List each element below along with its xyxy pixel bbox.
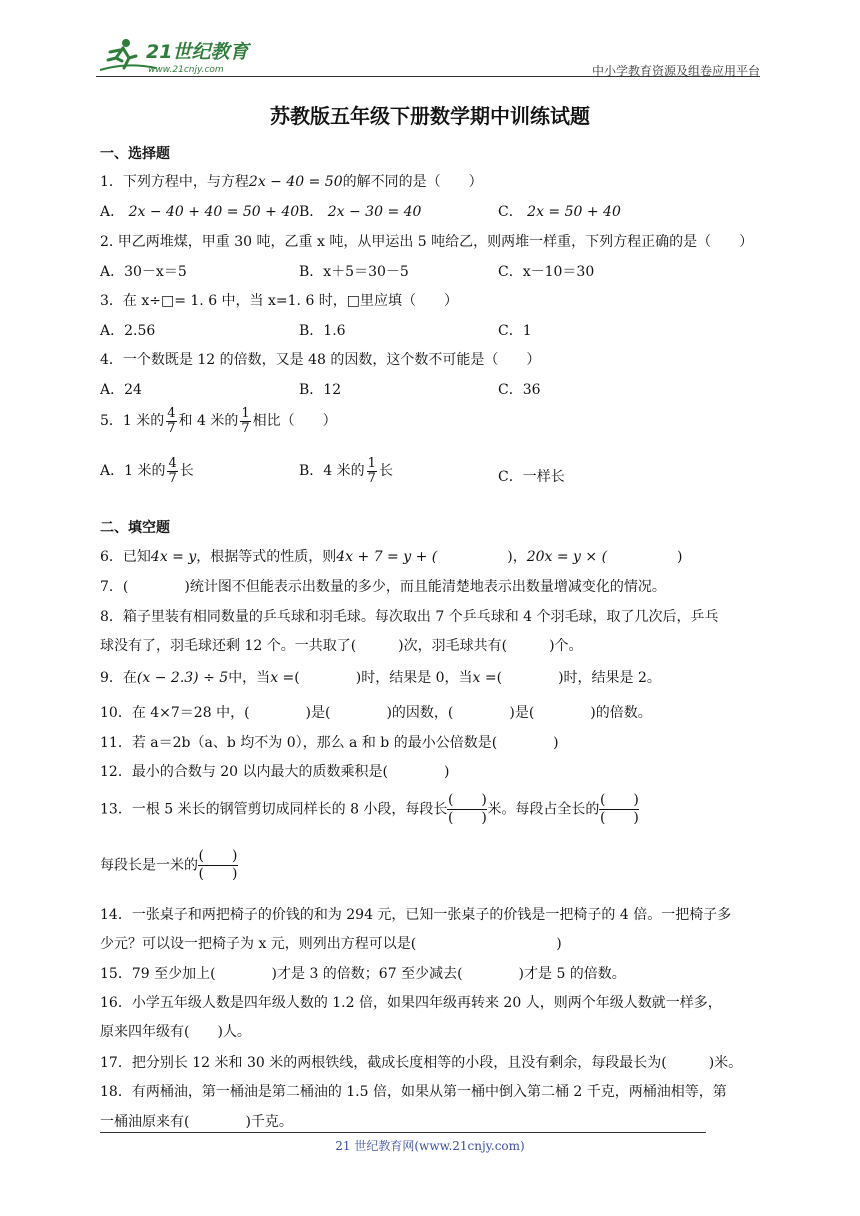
question-14-line1: 14．一张桌子和两把椅子的价钱的和为 294 元，已知一张桌子的价钱是一把椅子的 4 倍。一把椅子多 xyxy=(100,907,732,923)
q3-option-c: C．1 xyxy=(498,323,532,339)
question-12: 12．最小的合数与 20 以内最大的质数乘积是( ) xyxy=(100,764,450,780)
q2-option-b: B．x＋5＝30－5 xyxy=(299,264,409,280)
header-divider xyxy=(96,76,760,77)
q1-option-a: A． 2x − 40 + 40 = 50 + 40 xyxy=(100,204,300,220)
question-4: 4．一个数既是 12 的倍数，又是 48 的因数，这个数不可能是（ ） xyxy=(100,352,541,368)
question-15: 15．79 至少加上( )才是 3 的倍数；67 至少减去( )才是 5 的倍数。 xyxy=(100,966,626,982)
q3-option-b: B．1.6 xyxy=(299,323,346,339)
question-6: 6．已知4x = y，根据等式的性质，则4x + 7 = y + ( )，20x = y × ( ) xyxy=(100,549,683,565)
logo-21cnjy xyxy=(96,34,276,78)
question-8-line2: 球没有了，羽毛球还剩 12 个。一共取了( )次，羽毛球共有( )个。 xyxy=(100,638,583,654)
q5-option-b: B．4 米的 $\frac{1}{7}$ 长 xyxy=(299,456,393,486)
question-13: 13．一根 5 米长的钢管剪切成同样长的 8 小段，每段长 $\frac{( )}{( )}$ 米。每段占全长的 $\frac{( )}{( )}$ xyxy=(100,792,639,826)
question-14-line2: 少元？可以设一把椅子为 x 元，则列出方程可以是( ) xyxy=(100,936,562,952)
q2-option-a: A．30－x＝5 xyxy=(100,264,187,280)
q5-option-a: A．1 米的 $\frac{4}{7}$ 长 xyxy=(100,456,194,486)
footer-divider xyxy=(100,1132,706,1133)
question-17: 17．把分别长 12 米和 30 米的两根铁线，截成长度相等的小段，且没有剩余，每段最长为( )米。 xyxy=(100,1055,743,1071)
q4-option-c: C．36 xyxy=(498,382,541,398)
section-choice: 一、选择题 xyxy=(100,146,170,162)
q4-option-b: B．12 xyxy=(299,382,342,398)
fraction-4-7: $\frac{4}{7}$ xyxy=(167,406,176,436)
fraction-1-7: $\frac{1}{7}$ xyxy=(241,406,250,436)
question-1: 1．下列方程中，与方程2x − 40 = 50的解不同的是（ ） xyxy=(100,174,483,190)
blank-fraction: $\frac{( )}{( )}$ xyxy=(447,792,487,826)
q4-option-a: A．24 xyxy=(100,382,142,398)
question-16-line2: 原来四年级有( )人。 xyxy=(100,1024,251,1040)
question-13-line2: 每段长是一米的 $\frac{( )}{( )}$ xyxy=(100,848,238,882)
blank-fraction: $\frac{( )}{( )}$ xyxy=(198,848,238,882)
question-18-line1: 18．有两桶油，第一桶油是第二桶油的 1.5 倍，如果从第一桶中倒入第二桶 2 千克，两桶油相等，第 xyxy=(100,1084,727,1100)
platform-label: 中小学教育资源及组卷应用平台 xyxy=(591,64,760,78)
question-11: 11．若 a＝2b（a、b 均不为 0），那么 a 和 b 的最小公倍数是( ) xyxy=(100,735,559,751)
q2-option-c: C．x－10＝30 xyxy=(498,264,595,280)
q1-option-b: B． 2x − 30 = 40 xyxy=(299,204,422,220)
q5-option-c: C．一样长 xyxy=(498,469,565,485)
question-7: 7．( )统计图不但能表示出数量的多少，而且能清楚地表示出数量增减变化的情况。 xyxy=(100,579,666,595)
question-8-line1: 8．箱子里装有相同数量的乒乓球和羽毛球。每次取出 7 个乒乓球和 4 个羽毛球，取了几次后，乒乓 xyxy=(100,609,719,625)
footer-link[interactable]: 21 世纪教育网(www.21cnjy.com) xyxy=(335,1139,525,1153)
question-10: 10．在 4×7＝28 中，( )是( )的因数，( )是( )的倍数。 xyxy=(100,705,652,721)
logo-url: www.21cnjy.com xyxy=(148,65,224,75)
question-5: 5．1 米的 $\frac{4}{7}$ 和 4 米的 $\frac{1}{7}$ 相比（ ） xyxy=(100,406,337,436)
question-3: 3．在 x÷□= 1. 6 中，当 x=1. 6 时，□里应填（ ） xyxy=(100,293,459,309)
logo-text: 21世纪教育 xyxy=(146,41,249,63)
q1-option-c: C． 2x = 50 + 40 xyxy=(498,204,621,220)
section-fill: 二、填空题 xyxy=(100,520,170,536)
page-header xyxy=(96,34,760,78)
question-2: 2. 甲乙两堆煤，甲重 30 吨，乙重 x 吨，从甲运出 5 吨给乙，则两堆一样重，下列方程正确的是（ ） xyxy=(100,234,754,250)
page-title: 苏教版五年级下册数学期中训练试题 xyxy=(270,104,590,128)
blank-fraction: $\frac{( )}{( )}$ xyxy=(599,792,639,826)
question-16-line1: 16．小学五年级人数是四年级人数的 1.2 倍，如果四年级再转来 20 人，则两个年级人数就一样多， xyxy=(100,995,722,1011)
q3-option-a: A．2.56 xyxy=(100,323,156,339)
question-9: 9．在(x − 2.3) ÷ 5中，当x =( )时，结果是 0，当x =( )时，结果是 2。 xyxy=(100,670,661,686)
question-18-line2: 一桶油原来有( )千克。 xyxy=(100,1114,293,1130)
